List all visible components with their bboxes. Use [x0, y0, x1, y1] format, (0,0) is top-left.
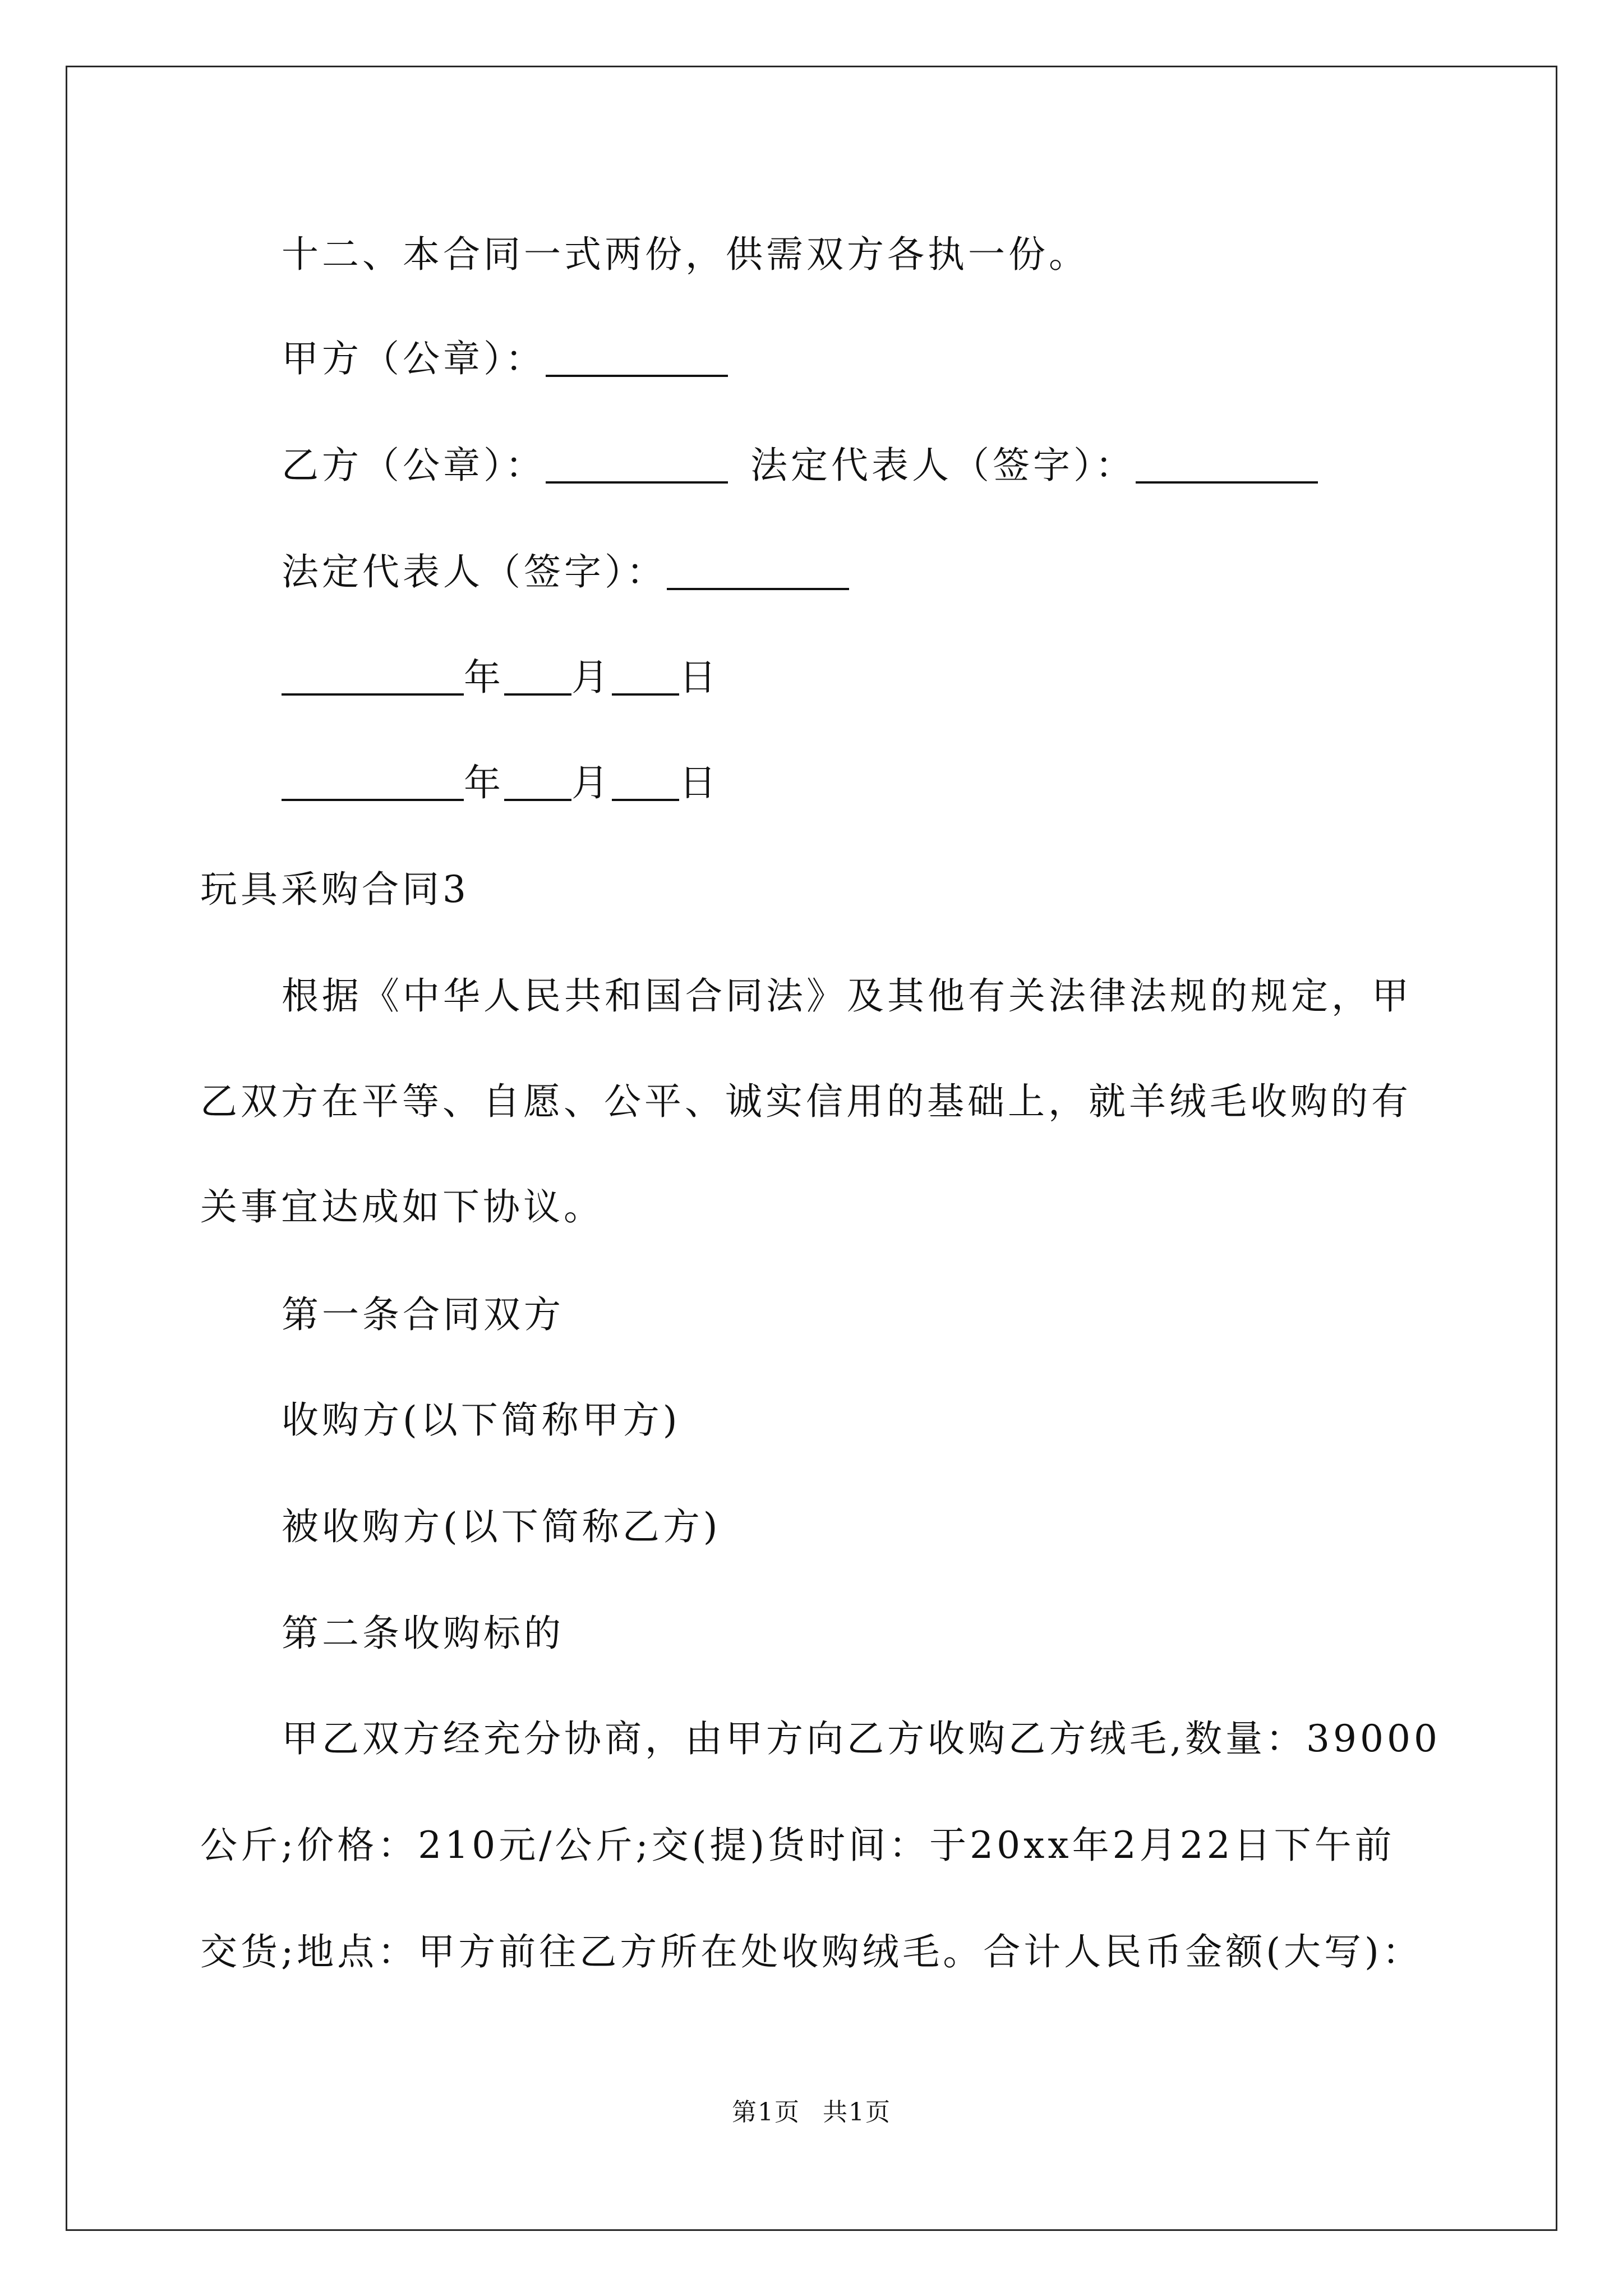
buyer-line: 收购方(以下简称甲方): [282, 1398, 681, 1442]
legal-rep-label-1: 法定代表人（签字）：: [750, 444, 1136, 487]
clause-12: 十二、本合同一式两份，供需双方各执一份。: [282, 233, 1089, 276]
article-1-title: 第一条合同双方: [282, 1293, 564, 1336]
month-blank-2[interactable]: [504, 799, 571, 801]
party-a-seal-line: [282, 337, 728, 381]
year-label: 年: [464, 656, 504, 699]
intro-line-3: 关事宜达成如下协议。: [200, 1185, 604, 1228]
party-b-seal-line: [282, 443, 1318, 488]
party-b-seal-blank[interactable]: [546, 481, 728, 484]
page-footer: [0, 2097, 1623, 2128]
page-total: 共1页: [823, 2098, 891, 2127]
legal-rep-line-2: [282, 550, 849, 595]
page-border: [66, 66, 1557, 2231]
day-blank-1[interactable]: [612, 693, 679, 696]
month-blank-1[interactable]: [504, 693, 571, 696]
day-label: 日: [679, 656, 720, 699]
day-blank-2[interactable]: [612, 799, 679, 801]
body-line-3: 交货;地点：甲方前往乙方所在处收购绒毛。合计人民币金额(大写)：: [200, 1930, 1423, 1973]
month-label: 月: [571, 761, 612, 804]
day-label: 日: [679, 761, 720, 804]
party-a-seal-blank[interactable]: [546, 375, 728, 377]
body-line-2: 公斤;价格：210元/公斤;交(提)货时间：于20xx年2月22日下午前: [200, 1824, 1395, 1867]
party-a-seal-label: 甲方（公章）：: [282, 337, 546, 380]
year-label: 年: [464, 761, 504, 804]
page-number: 第1页: [732, 2098, 800, 2127]
body-line-1: 甲乙双方经充分协商，由甲方向乙方收购乙方绒毛,数量：39000: [282, 1717, 1441, 1760]
date-line-1: [282, 655, 720, 700]
month-label: 月: [571, 656, 612, 699]
legal-rep-blank-2[interactable]: [667, 588, 849, 590]
legal-rep-label-2: 法定代表人（签字）：: [282, 550, 667, 593]
date-line-2: [282, 761, 720, 806]
intro-line-1: 根据《中华人民共和国合同法》及其他有关法律法规的规定，甲: [282, 974, 1412, 1018]
intro-line-2: 乙双方在平等、自愿、公平、诚实信用的基础上，就羊绒毛收购的有: [200, 1080, 1412, 1123]
article-2-title: 第二条收购标的: [282, 1612, 564, 1655]
party-b-seal-label: 乙方（公章）：: [282, 444, 546, 487]
legal-rep-blank-1[interactable]: [1136, 481, 1318, 484]
year-blank-2[interactable]: [282, 799, 464, 801]
section-title: 玩具采购合同3: [200, 868, 469, 911]
seller-line: 被收购方(以下简称乙方): [282, 1505, 721, 1548]
year-blank-1[interactable]: [282, 693, 464, 696]
